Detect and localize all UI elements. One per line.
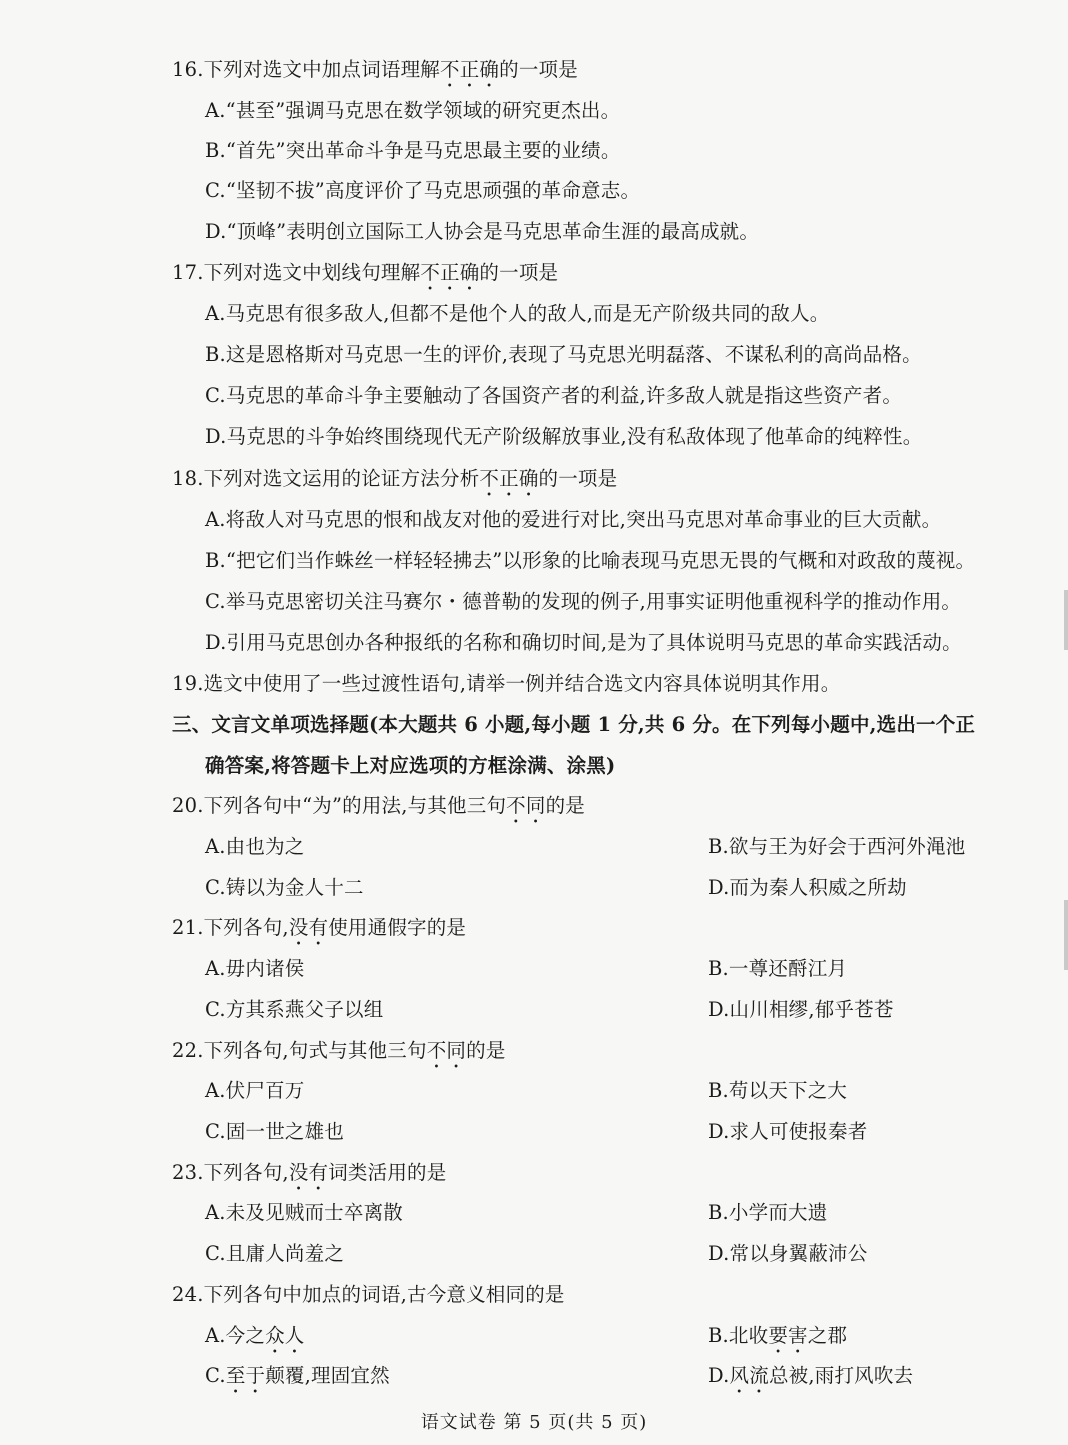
question-16-option-d: D.“顶峰”表明创立国际工人协会是马克思革命生涯的最高成就。 [205,220,760,243]
question-23-option-b: B.小学而大遗 [708,1201,828,1224]
question-17-option-a: A.马克思有很多敌人,但都不是他个人的敌人,而是无产阶级共同的敌人。 [205,302,830,325]
question-22-option-a: A.伏尸百万 [205,1079,305,1102]
question-20-stem: 20.下列各句中“为”的用法,与其他三句不同的是 [172,794,585,817]
section-3-heading-cont: 确答案,将答题卡上对应选项的方框涂满、涂黑) [205,754,616,777]
question-17-stem: 17.下列对选文中划线句理解不正确的一项是 [172,261,559,284]
question-24-stem: 24.下列各句中加点的词语,古今意义相同的是 [172,1283,565,1306]
question-18-option-d: D.引用马克思创办各种报纸的名称和确切时间,是为了具体说明马克思的革命实践活动。 [205,631,962,654]
scan-edge-mark [1064,590,1068,650]
question-17-option-d: D.马克思的斗争始终围绕现代无产阶级解放事业,没有私敌体现了他革命的纯粹性。 [205,425,923,448]
question-16-option-b: B.“首先”突出革命斗争是马克思最主要的业绩。 [205,139,621,162]
question-23-stem: 23.下列各句,没有词类活用的是 [172,1161,447,1184]
question-24-option-c: C.至于颠覆,理固宜然 [205,1364,390,1387]
question-24-option-a: A.今之众人 [205,1324,305,1347]
question-21-option-c: C.方其系燕父子以组 [205,998,384,1021]
question-20-option-b: B.欲与王为好会于西河外渑池 [708,835,966,858]
page-footer: 语文试卷 第 5 页(共 5 页) [420,1412,648,1433]
scan-edge-mark [1064,900,1068,970]
question-23-option-c: C.且庸人尚羞之 [205,1242,345,1265]
section-3-heading: 三、文言文单项选择题(本大题共 6 小题,每小题 1 分,共 6 分。在下列每小题中,选出一个正 [172,713,976,736]
question-21-option-a: A.毋内诸侯 [205,957,305,980]
question-20-option-a: A.由也为之 [205,835,305,858]
question-22-option-c: C.固一世之雄也 [205,1120,345,1143]
question-20-option-c: C.铸以为金人十二 [205,876,364,899]
question-23-option-a: A.未及见贼而士卒离散 [205,1201,403,1224]
question-24-option-b: B.北收要害之郡 [708,1324,848,1347]
question-18-option-c: C.举马克思密切关注马赛尔・德普勒的发现的例子,用事实证明他重视科学的推动作用。 [205,590,962,613]
question-21-option-b: B.一尊还酹江月 [708,957,848,980]
question-24-option-d: D.风流总被,雨打风吹去 [708,1364,914,1387]
question-18-option-b: B.“把它们当作蛛丝一样轻轻拂去”以形象的比喻表现马克思无畏的气概和对政敌的蔑视。 [205,549,976,572]
question-20-option-d: D.而为秦人积威之所劫 [708,876,907,899]
question-16-option-c: C.“坚韧不拔”高度评价了马克思顽强的革命意志。 [205,179,641,202]
question-23-option-d: D.常以身翼蔽沛公 [708,1242,868,1265]
question-16-option-a: A.“甚至”强调马克思在数学领域的研究更杰出。 [205,99,621,122]
question-17-option-b: B.这是恩格斯对马克思一生的评价,表现了马克思光明磊落、不谋私利的高尚品格。 [205,343,922,366]
question-16-stem: 16.下列对选文中加点词语理解不正确的一项是 [172,58,578,81]
question-19-stem: 19.选文中使用了一些过渡性语句,请举一例并结合选文内容具体说明其作用。 [172,672,841,695]
question-18-option-a: A.将敌人对马克思的恨和战友对他的爱进行对比,突出马克思对革命事业的巨大贡献。 [205,508,942,531]
question-22-option-d: D.求人可使报秦者 [708,1120,868,1143]
question-18-stem: 18.下列对选文运用的论证方法分析不正确的一项是 [172,467,618,490]
question-22-stem: 22.下列各句,句式与其他三句不同的是 [172,1039,506,1062]
question-21-stem: 21.下列各句,没有使用通假字的是 [172,916,467,939]
question-17-option-c: C.马克思的革命斗争主要触动了各国资产者的利益,许多敌人就是指这些资产者。 [205,384,903,407]
question-22-option-b: B.苟以天下之大 [708,1079,848,1102]
question-21-option-d: D.山川相缪,郁乎苍苍 [708,998,894,1021]
